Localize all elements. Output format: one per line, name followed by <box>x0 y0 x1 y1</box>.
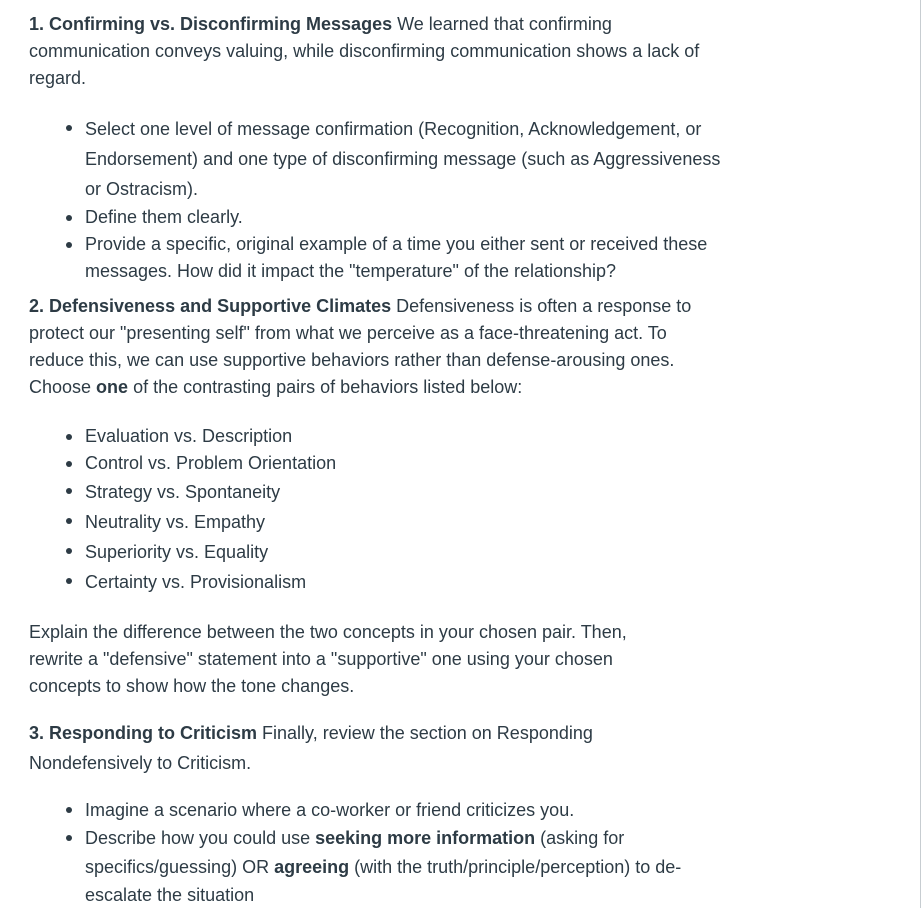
behavior-pair-item: Certainty vs. Provisionalism <box>29 567 729 597</box>
section2-explain-paragraph: Explain the difference between the two concepts in your chosen pair. Then, rewrite a "defensive" statement into a "supportive" one using your chosen concepts to show how the tone changes. <box>29 622 627 696</box>
section3-bullet-list <box>29 796 729 910</box>
section3-bullet2-part2: (asking for specifics/guessing) OR <box>85 828 625 877</box>
section2-intro-part1: Defensiveness is often a response to protect our "presenting self" from what we perceive as a face-threatening act. To reduce this, we can use supportive behaviors rather than defense-arousing ones. Choose <box>29 296 692 397</box>
behavior-pair-item: Control vs. Problem Orientation <box>29 450 729 477</box>
section2-intro-part2: of the contrasting pairs of behaviors listed below: <box>128 377 523 397</box>
section3-bullet2-bold1: seeking more information <box>315 828 536 848</box>
section1-heading: 1. Confirming vs. Disconfirming Messages <box>29 14 393 34</box>
section1-bullet-2: Define them clearly. <box>29 204 729 231</box>
behavior-pair-item: Neutrality vs. Empathy <box>29 507 729 537</box>
section3-bullet2-part3: (with the truth/principle/perception) to de-escalate the situation <box>85 856 682 905</box>
section3-bullet2-bold2: agreeing <box>274 856 350 877</box>
section3-paragraph <box>29 718 649 778</box>
section3-bullet2-part1: Describe how you could use <box>85 828 316 848</box>
section1-bullet-list <box>29 114 729 285</box>
behavior-pairs-list <box>29 423 729 597</box>
assignment-content <box>29 11 729 910</box>
section3-bullet-1: Imagine a scenario where a co-worker or friend criticizes you. <box>29 796 729 824</box>
section2-heading: 2. Defensiveness and Supportive Climates <box>29 296 392 316</box>
section1-bullet-3: Provide a specific, original example of a time you either sent or received these messages. How did it impact the "temperature" of the relationship? <box>29 231 729 285</box>
section3-intro: Finally, review the section on Responding Nondefensively to Criticism. <box>29 723 593 773</box>
section1-paragraph <box>29 11 719 92</box>
behavior-pair-item: Superiority vs. Equality <box>29 537 729 567</box>
section2-paragraph <box>29 293 719 401</box>
section1-bullet-1: Select one level of message confirmation (Recognition, Acknowledgement, or Endorsement) and one type of disconfirming message (such as Aggressiveness or Ostracism). <box>29 114 729 204</box>
section2-intro-bold: one <box>96 377 129 397</box>
behavior-pair-item: Strategy vs. Spontaneity <box>29 477 729 507</box>
behavior-pair-item: Evaluation vs. Description <box>29 423 729 450</box>
section3-heading: 3. Responding to Criticism <box>29 723 258 743</box>
section1-intro: We learned that confirming communication conveys valuing, while disconfirming communication shows a lack of regard. <box>29 14 700 88</box>
section3-bullet-2 <box>29 824 729 910</box>
